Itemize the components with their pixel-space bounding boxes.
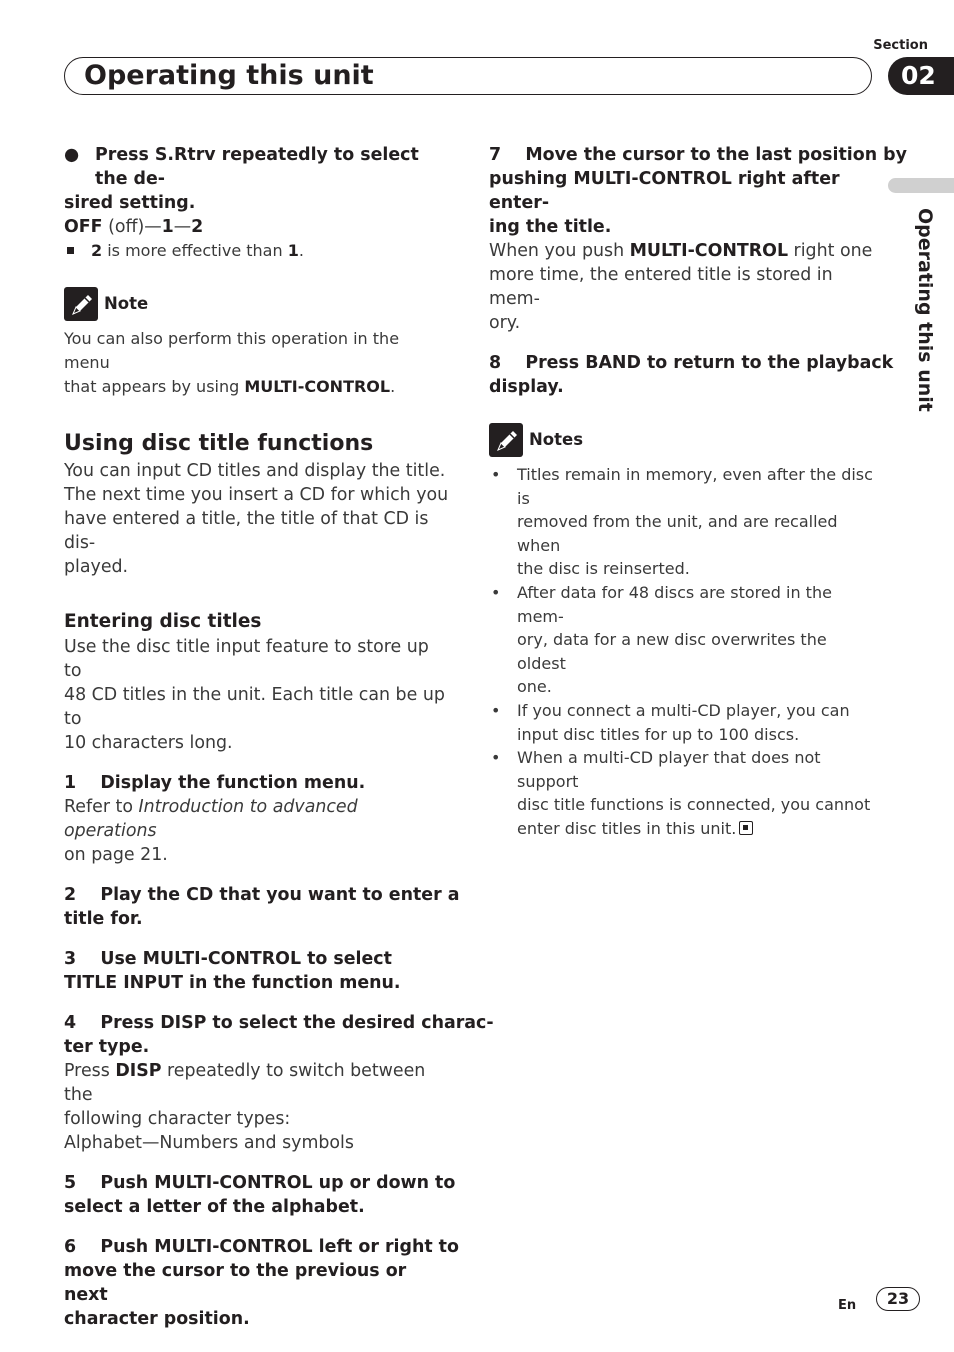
step-3-line1: 3 Use MULTI-CONTROL to select — [64, 949, 392, 969]
list-item — [489, 699, 874, 746]
note-text-b: that appears by using — [64, 377, 245, 396]
notes-label: Notes — [529, 430, 584, 449]
notes-header — [489, 423, 874, 457]
note-label: Note — [104, 294, 149, 313]
tip-end: . — [298, 241, 304, 260]
step-8-line1: 8 Press BAND to return to the playback — [489, 353, 894, 373]
tip-line — [64, 239, 449, 263]
step-3-line2: TITLE INPUT in the function menu. — [64, 973, 401, 993]
step-7-line3: ing the title. — [489, 217, 612, 237]
step-7-body-b: right one — [788, 241, 873, 261]
bullet-icon: • — [491, 582, 501, 602]
bullet-icon: • — [491, 465, 501, 484]
step-1-ref-b: on page 21. — [64, 845, 168, 865]
step-1-ref — [64, 795, 449, 843]
step-5-line1: 5 Push MULTI-CONTROL up or down to — [64, 1173, 456, 1193]
step-4-line1: 4 Press DISP to select the desired charac- — [64, 1013, 494, 1033]
step-7-line2: pushing MULTI-CONTROL right after enter- — [489, 169, 840, 213]
note-2-line2: ory, data for a new disc overwrites the oldest — [517, 630, 827, 673]
note-bold: MULTI-CONTROL — [244, 377, 391, 396]
intro-line1: You can input CD titles and display the title. — [64, 461, 446, 481]
step-1-ref-a: Refer to — [64, 797, 139, 817]
bullet-icon: • — [491, 700, 501, 720]
step-4-body-bold: DISP — [115, 1061, 162, 1081]
note-3-line2: input disc titles for up to 100 discs. — [517, 724, 800, 744]
tip-num-2: 2 — [91, 241, 103, 260]
intro-line2: The next time you insert a CD for which you — [64, 485, 449, 505]
language-label: En — [838, 1298, 857, 1313]
side-tab-bar — [888, 178, 954, 193]
srtrv-instruction-line1: Press S.Rtrv repeatedly to select the de- — [95, 145, 419, 189]
right-column — [489, 143, 907, 841]
list-item — [489, 463, 874, 581]
step-4-body-line3: Alphabet—Numbers and symbols — [64, 1133, 354, 1153]
option-off-note: (off)— — [102, 217, 162, 237]
pencil-note-icon — [489, 423, 523, 457]
intro-line3: have entered a title, the title of that CD is dis- — [64, 509, 429, 553]
note-3-line1: If you connect a multi-CD player, you can — [517, 700, 850, 720]
step-7-line1: 7 Move the cursor to the last position by — [489, 145, 907, 165]
sub-line1: Use the disc title input feature to store up to — [64, 637, 429, 681]
note-4-line3 — [517, 817, 874, 841]
step-2-line2: title for. — [64, 909, 143, 929]
page-title: Operating this unit — [84, 60, 374, 91]
note-header — [64, 287, 449, 321]
note-1-line2: removed from the unit, and are recalled when — [517, 512, 838, 555]
step-4-line2: ter type. — [64, 1037, 150, 1057]
srtrv-instruction-line2: sired setting. — [64, 193, 196, 213]
note-text-line2 — [64, 375, 449, 399]
step-2-line1: 2 Play the CD that you want to enter a — [64, 885, 460, 905]
section-number-badge: 02 — [888, 57, 954, 95]
list-item — [489, 746, 874, 840]
sub-line3: 10 characters long. — [64, 733, 233, 753]
step-6-line1: 6 Push MULTI-CONTROL left or right to — [64, 1237, 459, 1257]
option-off: OFF — [64, 217, 103, 237]
step-6-line2: move the cursor to the previous or next — [64, 1261, 407, 1305]
subheading: Entering disc titles — [64, 611, 262, 632]
intro-line4: played. — [64, 557, 129, 577]
bullet-icon: • — [491, 748, 501, 768]
square-bullet-icon — [67, 247, 74, 254]
note-4-line1: When a multi-CD player that does not support — [517, 748, 821, 791]
option-2: 2 — [191, 217, 204, 237]
step-7-body-a: When you push — [489, 241, 630, 261]
option-dash: — — [173, 217, 192, 237]
step-4-body-b: repeatedly to switch between the — [64, 1061, 426, 1105]
bullet-icon: ● — [64, 145, 80, 165]
note-end: . — [390, 377, 396, 396]
tip-num-1: 1 — [287, 241, 299, 260]
step-4-body-line1 — [64, 1059, 449, 1107]
note-2-line1: After data for 48 discs are stored in the mem- — [517, 582, 832, 626]
srtrv-options — [64, 215, 449, 239]
srtrv-instruction — [64, 143, 449, 191]
step-8-line2: display. — [489, 377, 564, 397]
tip-text: is more effective than — [102, 241, 288, 260]
pencil-note-icon — [64, 287, 98, 321]
step-7-body-line1 — [489, 239, 874, 263]
step-5-line2: select a letter of the alphabet. — [64, 1197, 365, 1217]
section-heading: Using disc title functions — [64, 431, 374, 456]
option-1: 1 — [161, 217, 174, 237]
note-text-line1: You can also perform this operation in the menu — [64, 329, 400, 372]
note-2-line3: one. — [517, 677, 552, 697]
notes-list — [489, 463, 874, 841]
step-1: 1 Display the function menu. — [64, 773, 366, 793]
note-4-line3-text: enter disc titles in this unit. — [517, 818, 737, 838]
step-4-body-line2: following character types: — [64, 1109, 291, 1129]
step-4-body-a: Press — [64, 1061, 116, 1081]
left-column — [64, 143, 494, 1331]
page-number: 23 — [876, 1287, 920, 1311]
note-1-line1: Titles remain in memory, even after the disc is — [517, 465, 873, 508]
step-7-body-bold: MULTI-CONTROL — [629, 241, 789, 261]
sub-line2: 48 CD titles in the unit. Each title can be up to — [64, 685, 445, 729]
list-item — [489, 581, 874, 699]
section-label: Section — [873, 38, 928, 53]
step-7-body-line3: ory. — [489, 313, 521, 333]
end-of-section-icon — [739, 821, 753, 835]
note-4-line2: disc title functions is connected, you cannot — [517, 795, 871, 815]
step-7-body-line2: more time, the entered title is stored in mem- — [489, 265, 833, 309]
side-tab-label: Operating this unit — [914, 208, 936, 412]
step-1-ref-link: Introduction to advanced operations — [64, 797, 358, 841]
step-6-line3: character position. — [64, 1309, 250, 1329]
note-1-line3: the disc is reinserted. — [517, 559, 690, 579]
